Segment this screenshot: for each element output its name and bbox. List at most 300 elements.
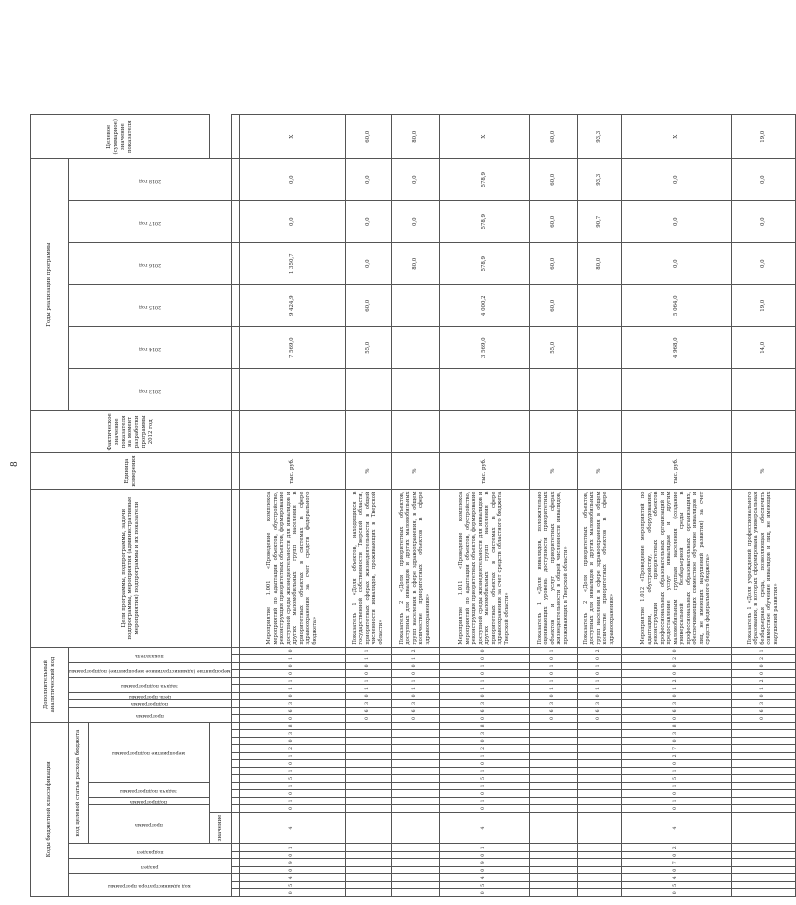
table-row	[621, 115, 731, 897]
col-number	[231, 844, 239, 852]
extra-digit: 6	[391, 707, 439, 715]
code-subsection-header	[69, 844, 232, 859]
code-digit: 4	[621, 874, 731, 882]
code-digit: 0	[239, 805, 345, 813]
col-number	[231, 752, 239, 760]
article-2-header-label: задача подпрограммы	[120, 787, 178, 793]
row-target: 60,0	[345, 115, 391, 159]
col-number	[231, 797, 239, 805]
year-1-header	[69, 327, 232, 369]
extra-digit: 3	[391, 700, 439, 708]
col-number	[231, 115, 239, 159]
extra-digit: 1	[529, 685, 577, 693]
row-actual	[577, 411, 621, 453]
row-year-value	[621, 369, 731, 411]
col-number	[231, 327, 239, 369]
col-number	[231, 670, 239, 678]
row-year-value: 55,0	[529, 327, 577, 369]
code-digit	[731, 767, 795, 775]
unit-header: Единица измерения	[31, 453, 232, 489]
code-digit: 1	[439, 797, 529, 805]
code-digit: 0	[621, 867, 731, 875]
row-unit: %	[345, 453, 391, 489]
row-year-value: 60,0	[345, 285, 391, 327]
program-table	[30, 114, 796, 897]
row-description: Показатель 2 «Доля приоритетных объектов, доступных для инвалидов и других маломобильных групп населения в сфере здравоохранения в общем количестве приоритетных объектов в сфере здравоохранения»	[577, 489, 621, 647]
col-number	[231, 874, 239, 882]
extra-digit: 0	[577, 715, 621, 723]
row-year-value: 93,3	[577, 159, 621, 201]
code-digit	[529, 760, 577, 768]
row-description: Мероприятие 1.001 «Проведение комплекса мероприятий по адаптации объектов, обустройство, реконструкция приоритетных объектов, формирование доступной среды жизнедеятельности для инвалидов и других маломобильных групп населения в приоритетных объектах в системах в сфере здравоохранения за счет средств федерального бюджета»	[239, 489, 345, 647]
extra-code-1-header	[69, 700, 232, 708]
code-digit: 0	[239, 852, 345, 860]
row-year-value: 80,0	[391, 243, 439, 285]
row-year-value	[391, 285, 439, 327]
code-digit	[391, 805, 439, 813]
code-digit	[529, 889, 577, 897]
col-number	[231, 692, 239, 700]
extra-digit: 0	[529, 670, 577, 678]
extra-digit: 1	[439, 662, 529, 670]
row-year-value: 0,0	[391, 201, 439, 243]
extra-digit: 1	[529, 647, 577, 655]
extra-digit: 0	[529, 655, 577, 663]
code-digit	[577, 760, 621, 768]
extra-digit: 1	[391, 685, 439, 693]
code-digit	[391, 737, 439, 745]
code-digit: 3	[621, 730, 731, 738]
col-number	[231, 285, 239, 327]
extra-digit: 0	[239, 670, 345, 678]
code-digit: 0	[439, 805, 529, 813]
table-row	[439, 115, 529, 897]
code-digit	[577, 874, 621, 882]
row-unit: %	[577, 453, 621, 489]
extra-digit: 6	[529, 707, 577, 715]
codes-group-header: Коды бюджетной классификации	[31, 722, 69, 896]
code-digit	[577, 730, 621, 738]
extra-digit: 0	[621, 692, 731, 700]
code-digit	[345, 745, 391, 753]
extra-digit: 0	[239, 662, 345, 670]
code-subsection-header-label: подраздел	[136, 849, 163, 855]
col-number	[231, 782, 239, 790]
row-target: Х	[621, 115, 731, 159]
col-number	[231, 707, 239, 715]
code-digit: 1	[439, 844, 529, 852]
code-digit	[577, 852, 621, 860]
row-year-value: 60,0	[529, 285, 577, 327]
code-digit	[391, 859, 439, 867]
code-digit: 4	[439, 874, 529, 882]
year-4-header-label: 2017 год	[138, 219, 161, 225]
code-digit	[345, 889, 391, 897]
extra-digit: 0	[439, 670, 529, 678]
code-digit: 1	[239, 782, 345, 790]
extra-digit: 6	[439, 707, 529, 715]
extra-digit: 1	[391, 655, 439, 663]
extra-digit: 3	[345, 700, 391, 708]
extra-code-4-header	[69, 662, 232, 677]
extra-digit: 3	[577, 700, 621, 708]
row-unit: тыс. руб.	[439, 453, 529, 489]
code-digit	[731, 745, 795, 753]
code-digit	[391, 882, 439, 890]
code-digit	[731, 812, 795, 844]
extra-digit: 0	[621, 715, 731, 723]
code-digit	[731, 752, 795, 760]
code-digit	[345, 767, 391, 775]
extra-digit: 0	[239, 647, 345, 655]
code-digit	[731, 737, 795, 745]
code-digit: 0	[239, 760, 345, 768]
code-digit	[577, 722, 621, 730]
code-digit: 9	[439, 859, 529, 867]
extra-digit: 0	[391, 670, 439, 678]
row-year-value: 0,0	[731, 159, 795, 201]
row-year-value: 578,9	[439, 159, 529, 201]
row-actual	[391, 411, 439, 453]
code-digit	[529, 782, 577, 790]
code-digit	[731, 722, 795, 730]
col-number	[231, 700, 239, 708]
code-digit	[345, 722, 391, 730]
extra-digit: 0	[345, 670, 391, 678]
row-year-value: 0,0	[239, 159, 345, 201]
code-digit	[529, 745, 577, 753]
table-row	[345, 115, 391, 897]
code-digit: 0	[239, 889, 345, 897]
year-5-header-label: 2018 год	[138, 177, 161, 183]
code-digit	[731, 852, 795, 860]
code-digit	[345, 874, 391, 882]
years-header: Годы реализации программы	[31, 159, 69, 411]
code-digit: 5	[621, 775, 731, 783]
col-number	[231, 369, 239, 411]
code-digit	[731, 797, 795, 805]
code-digit: 1	[621, 767, 731, 775]
code-digit	[731, 730, 795, 738]
extra-digit: 1	[239, 677, 345, 685]
code-digit	[391, 889, 439, 897]
row-year-value: 60,0	[529, 243, 577, 285]
row-year-value: 0,0	[239, 201, 345, 243]
code-digit: 5	[621, 882, 731, 890]
page-number: 8	[10, 461, 20, 467]
code-digit: 3	[439, 730, 529, 738]
row-year-value	[345, 369, 391, 411]
year-2-header-label: 2015 год	[138, 303, 161, 309]
extra-digit: 0	[239, 715, 345, 723]
row-year-value: 60,0	[529, 159, 577, 201]
extra-digit: 0	[621, 647, 731, 655]
row-year-value: 19,0	[731, 285, 795, 327]
code-digit	[577, 882, 621, 890]
col-number	[231, 722, 239, 730]
code-digit: 0	[239, 867, 345, 875]
code-digit	[577, 775, 621, 783]
code-digit: 0	[621, 790, 731, 798]
row-year-value: 578,9	[439, 243, 529, 285]
extra-digit: 0	[439, 715, 529, 723]
target-header: Целевое (суммарное) значение показателя	[31, 115, 210, 159]
code-digit	[345, 844, 391, 852]
code-digit: 0	[439, 760, 529, 768]
extra-digit: 3	[239, 700, 345, 708]
col-number	[231, 805, 239, 813]
code-digit	[731, 874, 795, 882]
code-digit	[391, 874, 439, 882]
row-actual	[345, 411, 391, 453]
col-number	[231, 677, 239, 685]
row-year-value	[529, 369, 577, 411]
row-description: Мероприятие 1.011 «Проведение комплекса мероприятий по адаптации объектов, обустройство, реконструкция приоритетных объектов, формирование доступной среды жизнедеятельности для инвалидов и других маломобильных групп населения в приоритетных объектах в системах в сфере здравоохранения за счет средств областного бюджета Тверской области»	[439, 489, 529, 647]
row-actual	[529, 411, 577, 453]
year-0-header-label: 2013 год	[138, 387, 161, 393]
code-digit	[529, 752, 577, 760]
row-target: 93,3	[577, 115, 621, 159]
row-year-value	[731, 369, 795, 411]
col-number	[231, 745, 239, 753]
col-number	[231, 737, 239, 745]
extra-digit: 0	[731, 692, 795, 700]
code-digit	[577, 889, 621, 897]
extra-code-0-header-label: программа	[135, 712, 164, 718]
code-digit: 4	[621, 812, 731, 844]
row-description: Показатель 1 «Доля учреждений профессионального образования, в которых сформирована универсальная безбарьерная среда, позволяющая обеспечить совместное обучение инвалидов и лиц, не имеющих нарушений развития»	[731, 489, 795, 647]
code-digit: 0	[439, 852, 529, 860]
row-unit: тыс. руб.	[621, 453, 731, 489]
col-number	[231, 867, 239, 875]
row-year-value: 0,0	[621, 159, 731, 201]
table-row	[731, 115, 795, 897]
article-3-header	[89, 722, 210, 782]
row-year-value: 55,0	[345, 327, 391, 369]
code-digit: 8	[621, 722, 731, 730]
extra-digit: 0	[391, 692, 439, 700]
col-number	[231, 243, 239, 285]
code-digit: 5	[439, 882, 529, 890]
row-year-value	[577, 369, 621, 411]
code-digit	[529, 812, 577, 844]
row-year-value: 7 569,0	[239, 327, 345, 369]
code-digit: 1	[439, 767, 529, 775]
value-header: значение	[209, 812, 231, 844]
extra-code-0-header	[69, 707, 232, 722]
col-number	[231, 453, 239, 489]
code-digit	[529, 844, 577, 852]
article-3-header-label: мероприятие подпрограммы	[112, 750, 186, 756]
extra-digit: 6	[731, 707, 795, 715]
code-digit	[345, 782, 391, 790]
row-year-value: 0,0	[345, 201, 391, 243]
row-year-value	[391, 369, 439, 411]
code-digit: 7	[621, 859, 731, 867]
extra-digit: 2	[621, 677, 731, 685]
extra-digit: 2	[577, 647, 621, 655]
row-unit: %	[731, 453, 795, 489]
extra-code-1-header-label: подпрограмма	[131, 701, 169, 707]
extra-digit: 0	[731, 670, 795, 678]
year-5-header	[69, 159, 232, 201]
row-unit: тыс. руб.	[239, 453, 345, 489]
code-digit: 5	[239, 775, 345, 783]
extra-digit: 6	[239, 707, 345, 715]
extra-digit: 1	[239, 685, 345, 693]
code-digit	[731, 844, 795, 852]
code-digit: 0	[439, 867, 529, 875]
extra-digit: 1	[731, 685, 795, 693]
code-digit	[731, 790, 795, 798]
year-1-header-label: 2014 год	[138, 345, 161, 351]
code-digit	[391, 852, 439, 860]
col-number	[231, 730, 239, 738]
col-number	[231, 760, 239, 768]
code-digit: 2	[439, 745, 529, 753]
row-description: Показатель 2 «Доля приоритетных объектов, доступных для инвалидов и других маломобильных групп населения в сфере здравоохранения, в общем количестве приоритетных объектов в сфере здравоохранения»	[391, 489, 439, 647]
extra-code-2-header-label: цель программы	[128, 693, 171, 699]
row-year-value: 0,0	[731, 201, 795, 243]
col-number	[231, 201, 239, 243]
row-target: 80,0	[391, 115, 439, 159]
extra-digit: 1	[731, 647, 795, 655]
extra-code-header: Дополнительный аналитический код	[31, 647, 69, 722]
extra-digit: 1	[345, 647, 391, 655]
code-digit	[731, 867, 795, 875]
extra-code-3-header	[69, 677, 232, 692]
code-admin-header	[69, 874, 232, 897]
row-actual	[621, 411, 731, 453]
col-number	[231, 647, 239, 655]
code-digit: 1	[239, 752, 345, 760]
row-year-value: 5 064,0	[621, 285, 731, 327]
extra-code-5-header	[69, 647, 232, 662]
extra-digit: 1	[239, 655, 345, 663]
extra-digit: 1	[621, 685, 731, 693]
code-digit	[529, 882, 577, 890]
extra-digit: 0	[529, 692, 577, 700]
code-digit	[731, 782, 795, 790]
extra-digit: 0	[345, 692, 391, 700]
code-digit	[529, 874, 577, 882]
row-year-value: 4 000,2	[439, 285, 529, 327]
code-digit	[529, 797, 577, 805]
code-digit: 1	[439, 752, 529, 760]
row-actual	[439, 411, 529, 453]
extra-digit: 1	[529, 677, 577, 685]
code-digit	[577, 767, 621, 775]
code-digit	[529, 805, 577, 813]
code-digit	[345, 867, 391, 875]
extra-digit: 1	[345, 655, 391, 663]
row-year-value	[391, 327, 439, 369]
code-digit	[345, 760, 391, 768]
code-digit	[345, 752, 391, 760]
code-digit: 1	[439, 782, 529, 790]
row-year-value: 0,0	[731, 243, 795, 285]
code-digit: 0	[439, 889, 529, 897]
row-actual	[731, 411, 795, 453]
code-digit	[345, 812, 391, 844]
row-year-value: 0,0	[345, 159, 391, 201]
code-digit	[345, 737, 391, 745]
row-year-value: 0,0	[621, 243, 731, 285]
row-target: Х	[439, 115, 529, 159]
code-digit	[577, 867, 621, 875]
code-digit	[345, 805, 391, 813]
code-digit: 0	[239, 790, 345, 798]
extra-digit: 0	[439, 655, 529, 663]
extra-digit: 3	[439, 700, 529, 708]
code-article-header: код целевой статьи расхода бюджета	[69, 722, 89, 844]
code-digit	[391, 775, 439, 783]
code-digit: 1	[239, 844, 345, 852]
row-year-value: 80,0	[577, 243, 621, 285]
row-year-value: 0,0	[391, 159, 439, 201]
code-digit	[345, 882, 391, 890]
code-digit: 0	[621, 805, 731, 813]
row-year-value	[577, 327, 621, 369]
row-target: 60,0	[529, 115, 577, 159]
code-digit: 0	[621, 889, 731, 897]
code-digit	[391, 782, 439, 790]
extra-digit: 0	[439, 647, 529, 655]
code-section-header	[69, 859, 232, 874]
code-digit	[577, 752, 621, 760]
extra-digit: 1	[345, 685, 391, 693]
code-digit	[731, 889, 795, 897]
row-description: Показатель 1 «Доля объектов, находящихся в государственной собственности Тверской области, приоритетных сферах жизнедеятельности в общей численности инвалидов, проживающих в Тверской области»	[345, 489, 391, 647]
extra-digit: 0	[621, 670, 731, 678]
col-number	[231, 882, 239, 890]
article-1-header	[89, 797, 210, 805]
code-digit	[731, 775, 795, 783]
code-digit	[391, 745, 439, 753]
row-target: Х	[239, 115, 345, 159]
year-4-header	[69, 201, 232, 243]
code-digit: 4	[239, 812, 345, 844]
code-digit	[529, 722, 577, 730]
article-0-header-label: программа	[134, 822, 163, 828]
article-0-header	[89, 805, 210, 844]
extra-digit: 1	[345, 677, 391, 685]
row-year-value: 0,0	[345, 243, 391, 285]
col-number	[231, 767, 239, 775]
col-number	[231, 159, 239, 201]
code-digit: 8	[439, 722, 529, 730]
col-number	[231, 715, 239, 723]
row-year-value: 4 968,0	[621, 327, 731, 369]
code-digit	[529, 859, 577, 867]
col-number	[231, 411, 239, 453]
extra-digit: 2	[391, 647, 439, 655]
extra-digit: 0	[239, 692, 345, 700]
code-digit: 0	[439, 737, 529, 745]
code-digit: 2	[239, 745, 345, 753]
code-digit	[577, 859, 621, 867]
code-digit	[391, 760, 439, 768]
code-digit	[345, 775, 391, 783]
extra-digit: 6	[345, 707, 391, 715]
code-digit: 1	[621, 797, 731, 805]
row-description: Показатель 1 «Доля инвалидов, положительно оценивающих уровень доступности приоритетных объектов и услуг приоритетных сферах жизнедеятельности в общей численности инвалидов, проживающих в Тверской области»	[529, 489, 577, 647]
row-year-value	[239, 369, 345, 411]
code-digit	[577, 797, 621, 805]
col-number	[231, 662, 239, 670]
extra-digit: 1	[529, 662, 577, 670]
code-digit: 0	[239, 737, 345, 745]
